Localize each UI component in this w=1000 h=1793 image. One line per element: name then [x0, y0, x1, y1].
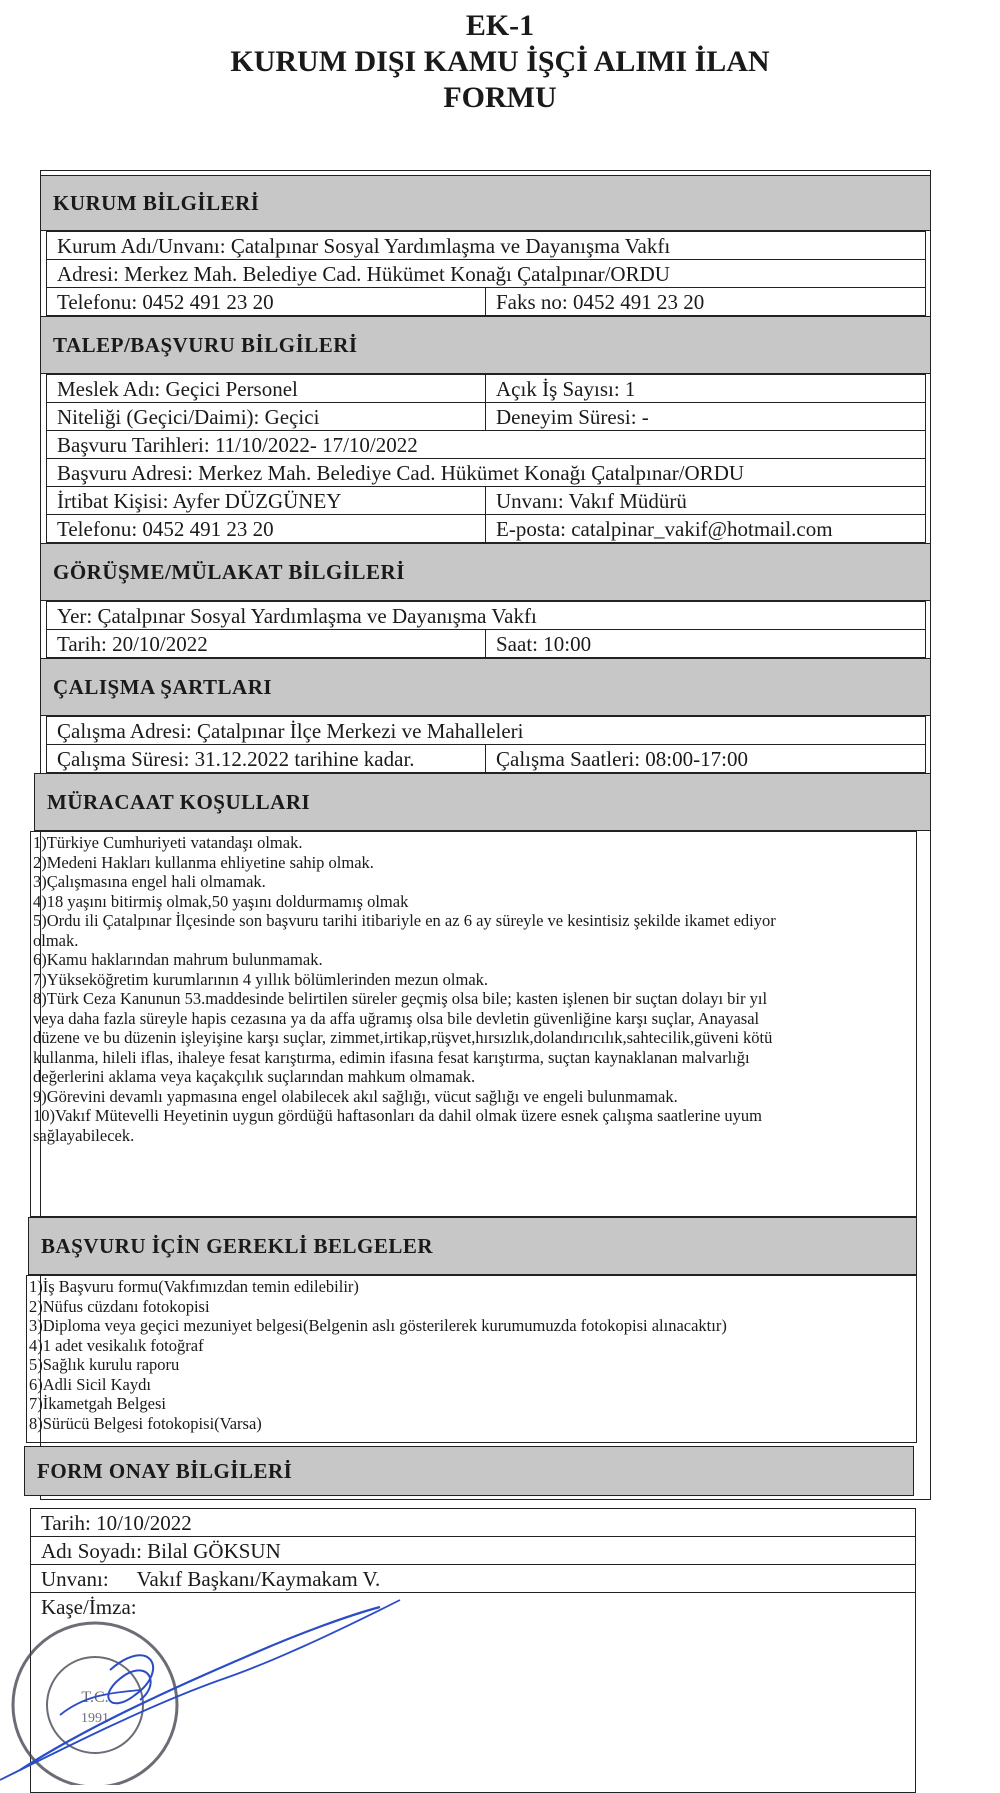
muracaat-line: 4)18 yaşını bitirmiş olmak,50 yaşını doldurmamış olmak — [33, 891, 409, 911]
belge-line: 6)Adli Sicil Kaydı — [29, 1374, 151, 1394]
talep-nitelik: Niteliği (Geçici/Daimi): Geçici — [46, 402, 486, 431]
muracaat-line: sağlayabilecek. — [33, 1125, 135, 1145]
kurum-faks: Faks no: 0452 491 23 20 — [485, 287, 926, 316]
onay-tarih: Tarih: 10/10/2022 — [30, 1508, 916, 1537]
section-muracaat-heading: MÜRACAAT KOŞULLARI — [34, 773, 931, 831]
talep-meslek: Meslek Adı: Geçici Personel — [46, 374, 486, 403]
muracaat-line: veya daha fazla süreyle hapis cezasına ya da affa uğramış olsa bile devletin güvenliğine karşı suçlar, Anayasal — [33, 1008, 760, 1028]
gorusme-yer: Yer: Çatalpınar Sosyal Yardımlaşma ve Dayanışma Vakfı — [46, 601, 926, 630]
muracaat-list — [33, 833, 915, 1145]
muracaat-line: olmak. — [33, 930, 79, 950]
belge-line: 3)Diploma veya geçici mezuniyet belgesi(Belgenin aslı gösterilerek kurumumuzda fotokopisi alınacaktır) — [29, 1316, 727, 1335]
belge-line: 7)İkametgah Belgesi — [29, 1394, 166, 1413]
talep-tarihler: Başvuru Tarihleri: 11/10/2022- 17/10/2022 — [46, 430, 926, 459]
svg-text:1991: 1991 — [81, 1711, 109, 1726]
kurum-telefon: Telefonu: 0452 491 23 20 — [46, 287, 486, 316]
talep-adres: Başvuru Adresi: Merkez Mah. Belediye Cad. Hükümet Konağı Çatalpınar/ORDU — [46, 458, 926, 487]
talep-irtibat: İrtibat Kişisi: Ayfer DÜZGÜNEY — [46, 486, 486, 515]
gorusme-saat: Saat: 10:00 — [485, 629, 926, 658]
calisma-adres: Çalışma Adresi: Çatalpınar İlçe Merkezi ve Mahalleleri — [46, 716, 926, 745]
gorusme-tarih: Tarih: 20/10/2022 — [46, 629, 486, 658]
calisma-sure: Çalışma Süresi: 31.12.2022 tarihine kadar. — [46, 744, 486, 773]
onay-unvan-label: Unvanı: — [41, 1566, 109, 1591]
muracaat-line: 8)Türk Ceza Kanunun 53.maddesinde belirtilen süreler geçmiş olsa bile; kasten işlenen bir suçtan dolayı bir yıl — [33, 989, 768, 1008]
belge-line: 2)Nüfus cüzdanı fotokopisi — [29, 1296, 210, 1316]
onay-unvan-value: Vakıf Başkanı/Kaymakam V. — [136, 1566, 381, 1591]
belge-line: 4)1 adet vesikalık fotoğraf — [29, 1335, 204, 1355]
talep-eposta: E-posta: catalpinar_vakif@hotmail.com — [485, 514, 926, 543]
belgeler-list — [29, 1277, 913, 1433]
title-line-1: EK-1 — [465, 9, 535, 42]
muracaat-line: düzene ve bu düzenin işleyişine karşı suçlar, zimmet,irtikap,rüşvet,hırsızlık,dolandırıcılık,sahtecilik,güveni kötü — [33, 1028, 773, 1047]
calisma-saatler: Çalışma Saatleri: 08:00-17:00 — [485, 744, 926, 773]
stamp-seal-icon — [0, 1575, 420, 1785]
belge-line: 5)Sağlık kurulu raporu — [29, 1355, 180, 1374]
belge-line: 1)İş Başvuru formu(Vakfımızdan temin edilebilir) — [29, 1277, 359, 1296]
section-gorusme-heading: GÖRÜŞME/MÜLAKAT BİLGİLERİ — [40, 543, 931, 601]
section-onay-heading: FORM ONAY BİLGİLERİ — [24, 1446, 914, 1496]
muracaat-line: 2)Medeni Hakları kullanma ehliyetine sahip olmak. — [33, 852, 374, 872]
muracaat-line: 10)Vakıf Mütevelli Heyetinin uygun gördüğü haftasonları da dahil olmak üzere esnek çalışma saatlerine uyum — [33, 1106, 762, 1125]
talep-deneyim: Deneyim Süresi: - — [485, 402, 926, 431]
talep-unvan: Unvanı: Vakıf Müdürü — [485, 486, 926, 515]
talep-acik-is: Açık İş Sayısı: 1 — [485, 374, 926, 403]
title-line-3: FORMU — [443, 81, 557, 114]
muracaat-line: 1)Türkiye Cumhuriyeti vatandaşı olmak. — [33, 833, 303, 852]
kurum-adi: Kurum Adı/Unvanı: Çatalpınar Sosyal Yardımlaşma ve Dayanışma Vakfı — [46, 231, 926, 260]
section-kurum-heading: KURUM BİLGİLERİ — [40, 175, 931, 231]
muracaat-line: 3)Çalışmasına engel hali olmamak. — [33, 872, 266, 891]
section-talep-heading: TALEP/BAŞVURU BİLGİLERİ — [40, 316, 931, 374]
onay-kase: Kaşe/İmza: — [30, 1592, 916, 1621]
svg-text:T.C.: T.C. — [81, 1689, 109, 1706]
kurum-adres: Adresi: Merkez Mah. Belediye Cad. Hükümet Konağı Çatalpınar/ORDU — [46, 259, 926, 288]
belge-line: 8)Sürücü Belgesi fotokopisi(Varsa) — [29, 1413, 262, 1433]
onay-adi: Adı Soyadı: Bilal GÖKSUN — [30, 1536, 916, 1565]
muracaat-line: değerlerini aklama veya kaçakçılık suçlarından mahkum olmamak. — [33, 1067, 476, 1086]
muracaat-line: 9)Görevini devamlı yapmasına engel olabilecek akıl sağlığı, vücut sağlığı ve engeli bulunmamak. — [33, 1086, 678, 1106]
section-calisma-heading: ÇALIŞMA ŞARTLARI — [40, 658, 931, 716]
muracaat-line: kullanma, hileli iflas, ihaleye fesat karıştırma, edimin ifasına fesat karıştırma, suçtan kaynaklanan malvarlığı — [33, 1047, 750, 1067]
muracaat-line: 6)Kamu haklarından mahrum bulunmamak. — [33, 950, 323, 969]
section-belgeler-heading: BAŞVURU İÇİN GEREKLİ BELGELER — [28, 1217, 917, 1275]
talep-telefon: Telefonu: 0452 491 23 20 — [46, 514, 486, 543]
muracaat-line: 5)Ordu ili Çatalpınar İlçesinde son başvuru tarihi itibariyle en az 6 ay süreyle ve kesintisiz şekilde ikamet ediyor — [33, 911, 776, 930]
muracaat-line: 7)Yükseköğretim kurumlarının 4 yıllık bölümlerinden mezun olmak. — [33, 969, 489, 989]
title-line-2: KURUM DIŞI KAMU İŞÇİ ALIMI İLAN — [230, 45, 770, 78]
